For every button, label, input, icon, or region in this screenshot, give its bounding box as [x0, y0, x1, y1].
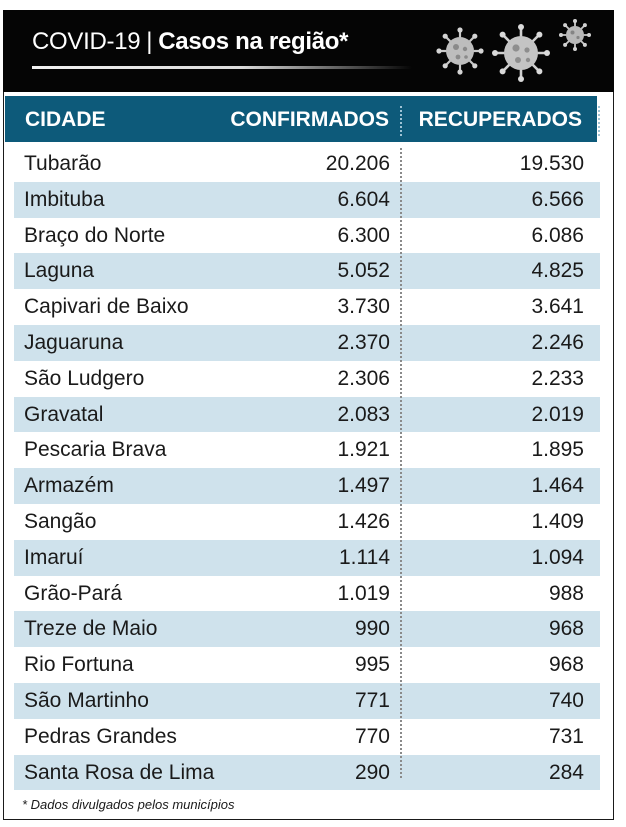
recovered-cell: 2.019: [531, 402, 584, 426]
table-row: [14, 182, 600, 218]
confirmed-cell: 990: [354, 617, 390, 641]
recovered-cell: 2.233: [531, 366, 584, 390]
table-row: [14, 611, 600, 647]
table-row: [14, 361, 600, 397]
title-prefix: COVID-19: [32, 28, 141, 55]
column-divider: [400, 106, 402, 136]
recovered-cell: 284: [548, 760, 584, 784]
table-row: [14, 719, 600, 755]
recovered-cell: 1.464: [531, 474, 584, 498]
confirmed-cell: 1.921: [337, 438, 390, 462]
city-cell: Armazém: [24, 474, 114, 498]
column-divider: [400, 148, 402, 778]
table-header: [5, 96, 597, 142]
recovered-cell: 6.086: [531, 223, 584, 247]
virus-icon: [558, 18, 592, 52]
recovered-cell: 1.895: [531, 438, 584, 462]
city-cell: Tubarão: [24, 152, 102, 175]
confirmed-cell: 6.300: [337, 223, 390, 247]
footnote: * Dados divulgados pelos municípios: [22, 797, 235, 812]
confirmed-cell: 20.206: [325, 152, 390, 175]
title-separator: |: [146, 28, 153, 55]
table-row: [14, 432, 600, 468]
city-cell: Braço do Norte: [24, 223, 166, 247]
table-row: [14, 504, 600, 540]
city-cell: São Martinho: [24, 688, 149, 712]
city-cell: Rio Fortuna: [24, 653, 134, 677]
column-header-city: CIDADE: [25, 108, 106, 131]
city-cell: Santa Rosa de Lima: [24, 760, 215, 784]
table-row: [14, 289, 600, 325]
virus-icon: [435, 26, 485, 76]
confirmed-cell: 770: [354, 724, 390, 748]
city-cell: Laguna: [24, 259, 95, 283]
city-cell: Imbituba: [24, 187, 105, 211]
city-cell: Treze de Maio: [24, 617, 158, 641]
table-row: [14, 218, 600, 254]
virus-icon: [490, 22, 552, 84]
recovered-cell: 731: [548, 724, 584, 748]
confirmed-cell: 771: [354, 688, 390, 712]
header-banner: [3, 10, 614, 92]
recovered-cell: 19.530: [519, 152, 584, 175]
city-cell: Imaruí: [24, 545, 84, 569]
confirmed-cell: 1.426: [337, 509, 390, 533]
city-cell: Grão-Pará: [24, 581, 123, 605]
city-cell: São Ludgero: [24, 366, 145, 390]
table-row: [14, 325, 600, 361]
recovered-cell: 988: [548, 581, 584, 605]
confirmed-cell: 2.306: [337, 366, 390, 390]
city-cell: Jaguaruna: [24, 330, 124, 354]
table-row: [14, 647, 600, 683]
title-underline: [32, 66, 412, 69]
recovered-cell: 6.566: [531, 187, 584, 211]
confirmed-cell: 6.604: [337, 187, 390, 211]
recovered-cell: 2.246: [531, 330, 584, 354]
table-row: [14, 397, 600, 433]
confirmed-cell: 2.083: [337, 402, 390, 426]
recovered-cell: 968: [548, 653, 584, 677]
column-divider: [598, 106, 600, 136]
table-row: [14, 755, 600, 791]
city-cell: Capivari de Baixo: [24, 295, 189, 319]
recovered-cell: 1.094: [531, 545, 584, 569]
table-row: [14, 468, 600, 504]
recovered-cell: 968: [548, 617, 584, 641]
recovered-cell: 1.409: [531, 509, 584, 533]
table-row: [14, 576, 600, 612]
city-cell: Pescaria Brava: [24, 438, 167, 462]
column-header-recovered: RECUPERADOS: [418, 108, 582, 131]
table-row: [14, 146, 600, 182]
title-main: Casos na região*: [158, 28, 349, 55]
table-body: [14, 146, 600, 790]
table-row: [14, 253, 600, 289]
confirmed-cell: 1.114: [339, 545, 390, 569]
confirmed-cell: 1.497: [337, 474, 390, 498]
confirmed-cell: 1.019: [337, 581, 390, 605]
confirmed-cell: 995: [354, 653, 390, 677]
recovered-cell: 4.825: [531, 259, 584, 283]
confirmed-cell: 290: [354, 760, 390, 784]
city-cell: Sangão: [24, 509, 97, 533]
table-row: [14, 540, 600, 576]
recovered-cell: 740: [548, 688, 584, 712]
confirmed-cell: 3.730: [337, 295, 390, 319]
recovered-cell: 3.641: [531, 295, 584, 319]
city-cell: Pedras Grandes: [24, 724, 177, 748]
table-row: [14, 683, 600, 719]
column-header-confirmed: CONFIRMADOS: [230, 108, 389, 131]
confirmed-cell: 5.052: [337, 259, 390, 283]
confirmed-cell: 2.370: [337, 330, 390, 354]
city-cell: Gravatal: [24, 402, 104, 426]
page-title: [32, 28, 348, 56]
